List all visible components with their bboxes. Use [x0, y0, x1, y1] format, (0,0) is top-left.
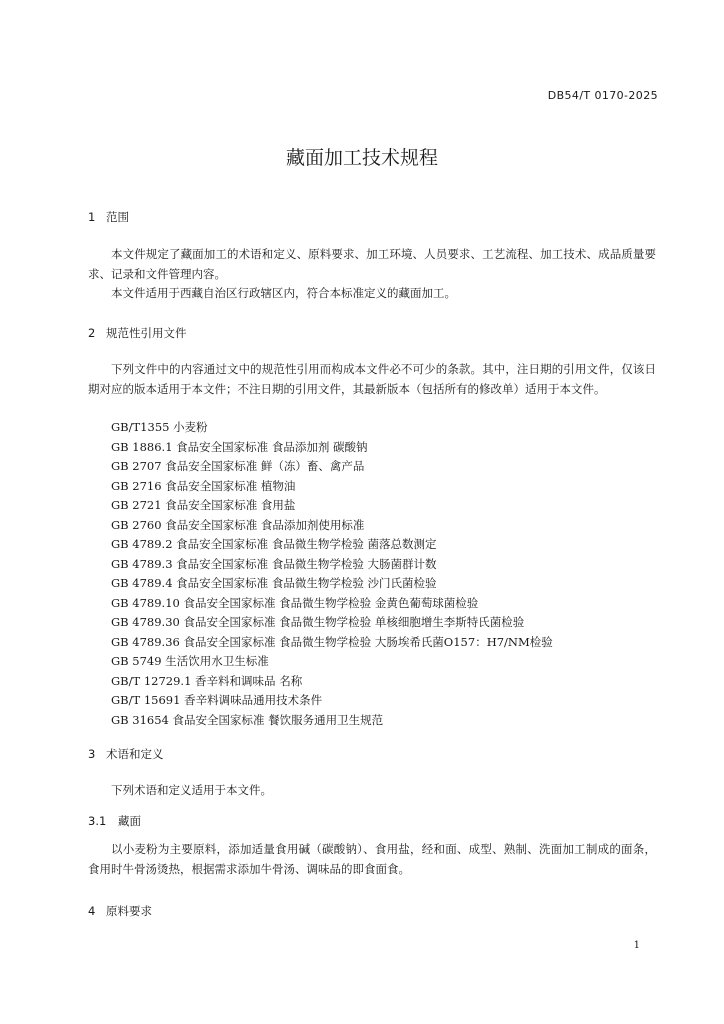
- subsection-title: 藏面: [118, 814, 141, 828]
- reference-item: GB 4789.36 食品安全国家标准 食品微生物学检验 大肠埃希氏菌O157：H7/NM检验: [111, 634, 553, 649]
- subsection-3-1-heading: [88, 813, 141, 829]
- reference-item: GB 4789.3 食品安全国家标准 食品微生物学检验 大肠菌群计数: [111, 556, 437, 571]
- section-number: 2: [88, 326, 96, 340]
- section-title: 范围: [106, 210, 129, 224]
- section-4-heading: [88, 903, 152, 919]
- reference-item: GB 2721 食品安全国家标准 食用盐: [111, 498, 296, 512]
- reference-item: GB 4789.2 食品安全国家标准 食品微生物学检验 菌落总数测定: [111, 537, 437, 551]
- section-1-paragraph-1: 本文件规定了藏面加工的术语和定义、原料要求、加工环境、人员要求、工艺流程、加工技术、成品质量要求、记录和文件管理内容。: [88, 247, 656, 281]
- reference-item: GB 5749 生活饮用水卫生标准: [111, 654, 269, 668]
- page-number: 1: [633, 940, 640, 951]
- section-number: 4: [88, 904, 96, 918]
- section-3-intro: 下列术语和定义适用于本文件。: [111, 783, 272, 797]
- section-2-heading: [88, 325, 187, 341]
- section-1-paragraph-2: 本文件适用于西藏自治区行政辖区内，符合本标准定义的藏面加工。: [111, 286, 456, 300]
- reference-item: GB/T 15691 香辛料调味品通用技术条件: [111, 693, 323, 707]
- subsection-3-1-text: 以小麦粉为主要原料，添加适量食用碱（碳酸钠）、食用盐，经和面、成型、熟制、洗面加工制成的面条，食用时牛骨汤烫热，根据需求添加牛骨汤、调味品的即食面食。: [88, 842, 656, 876]
- section-title: 规范性引用文件: [106, 326, 187, 340]
- section-number: 1: [88, 210, 96, 224]
- reference-item: GB 1886.1 食品安全国家标准 食品添加剂 碳酸钠: [111, 439, 368, 454]
- document-title: 藏面加工技术规程: [285, 147, 438, 169]
- section-3-heading: [88, 746, 164, 762]
- section-title: 原料要求: [106, 904, 152, 918]
- reference-item: GB 2716 食品安全国家标准 植物油: [111, 478, 296, 493]
- section-1-heading: [88, 209, 129, 225]
- section-2-intro: 下列文件中的内容通过文中的规范性引用而构成本文件必不可少的条款。其中，注日期的引用文件，仅该日期对应的版本适用于本文件；不注日期的引用文件，其最新版本（包括所有的修改单）适用于本文件。: [88, 362, 656, 396]
- reference-list: [111, 418, 553, 730]
- reference-item: GB 4789.4 食品安全国家标准 食品微生物学检验 沙门氏菌检验: [111, 576, 437, 590]
- subsection-number: 3.1: [88, 814, 107, 828]
- reference-item: GB 2760 食品安全国家标准 食品添加剂使用标准: [111, 517, 365, 532]
- reference-item: GB 4789.30 食品安全国家标准 食品微生物学检验 单核细胞增生李斯特氏菌检验: [111, 615, 525, 629]
- reference-item: GB/T 12729.1 香辛料和调味品 名称: [111, 673, 303, 688]
- section-number: 3: [88, 747, 96, 761]
- reference-item: GB 4789.10 食品安全国家标准 食品微生物学检验 金黄色葡萄球菌检验: [111, 595, 479, 610]
- reference-item: GB 2707 食品安全国家标准 鲜（冻）畜、禽产品: [111, 459, 365, 473]
- document-code: DB54/T 0170-2025: [547, 89, 658, 102]
- reference-item: GB 31654 食品安全国家标准 餐饮服务通用卫生规范: [111, 712, 384, 727]
- reference-item: GB/T1355 小麦粉: [111, 420, 208, 434]
- section-title: 术语和定义: [106, 747, 164, 761]
